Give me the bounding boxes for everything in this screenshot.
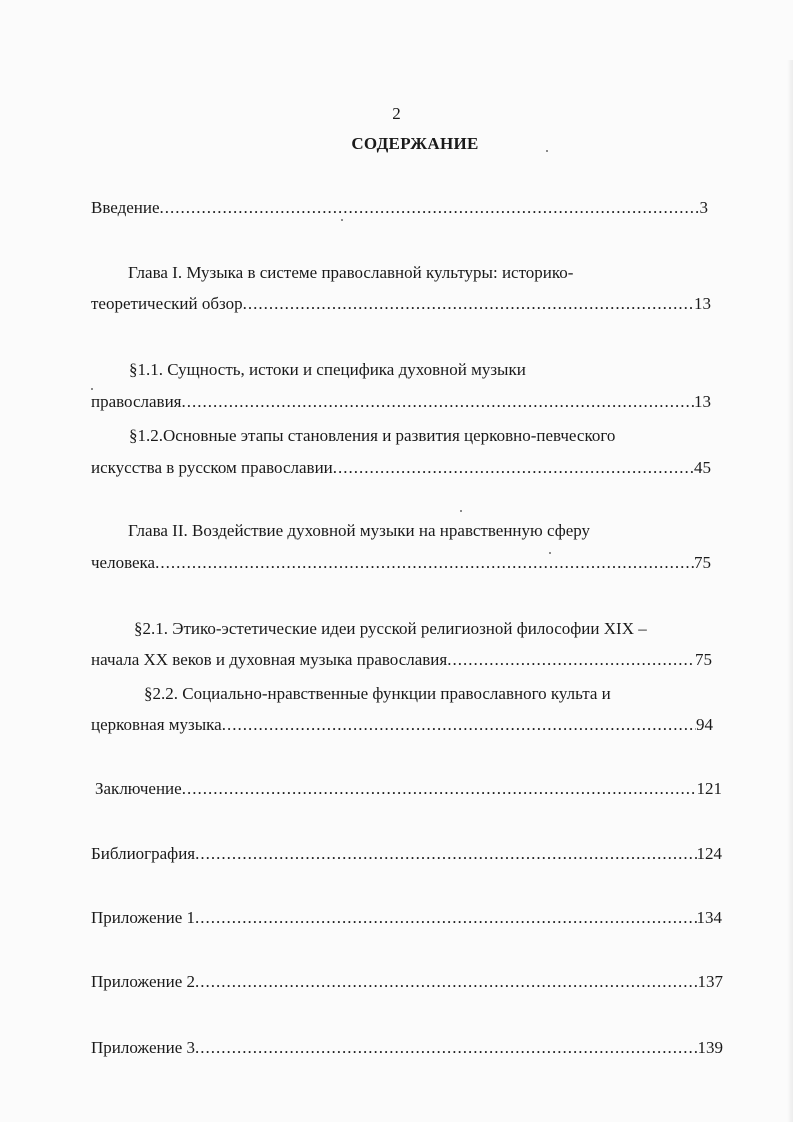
toc-entry-s1-1 (91, 391, 711, 413)
toc-leader-dots (243, 293, 694, 315)
toc-leader-dots (447, 649, 695, 671)
toc-page: 94 (696, 715, 713, 734)
toc-chapter2-line1: Глава II. Воздействие духовной музыки на нравственную сферу (128, 521, 591, 540)
toc-label: Заключение (95, 779, 182, 798)
toc-page: 75 (694, 553, 711, 572)
toc-entry-chapter1 (91, 293, 711, 315)
toc-label: Приложение 3 (91, 1038, 195, 1057)
toc-leader-dots (195, 843, 696, 865)
toc-entry-s1-2 (91, 457, 711, 479)
toc-label: искусства в русском православии (91, 458, 333, 477)
toc-leader-dots (155, 552, 694, 574)
toc-entry-conclusion (95, 778, 722, 800)
toc-leader-dots (182, 778, 697, 800)
toc-s2-2-line1: §2.2. Социально-нравственные функции православного культа и (144, 684, 611, 703)
scan-speck (460, 510, 462, 512)
toc-page: 137 (697, 972, 723, 991)
toc-leader-dots (160, 197, 700, 219)
toc-label: начала XX веков и духовная музыка православия (91, 650, 448, 669)
toc-leader-dots (195, 907, 697, 929)
toc-label: теоретический обзор (91, 294, 243, 313)
toc-label: православия (91, 392, 182, 411)
toc-s2-1-line1: §2.1. Этико-эстетические идеи русской религиозной философии XIX – (134, 619, 647, 638)
toc-entry-s2-2 (91, 714, 713, 736)
toc-label: Приложение 2 (91, 972, 195, 991)
scan-speck (91, 388, 93, 390)
toc-label: Приложение 1 (91, 908, 195, 927)
toc-page: 75 (695, 650, 712, 669)
toc-label: человека (91, 553, 156, 572)
toc-page: 124 (696, 844, 722, 863)
scan-edge-shadow (787, 60, 793, 1122)
toc-page: 121 (696, 779, 722, 798)
toc-leader-dots (195, 1037, 698, 1059)
page-title: СОДЕРЖАНИЕ (351, 134, 479, 153)
toc-leader-dots (222, 714, 696, 736)
toc-entry-appendix-2 (91, 971, 723, 993)
toc-page: 45 (694, 458, 711, 477)
toc-label: церковная музыка (91, 715, 222, 734)
toc-entry-s2-1 (91, 649, 712, 671)
toc-page: 13 (694, 392, 711, 411)
toc-chapter1-line1: Глава I. Музыка в системе православной культуры: историко- (128, 263, 574, 282)
scan-speck (549, 552, 551, 554)
toc-entry-chapter2 (91, 552, 711, 574)
toc-leader-dots (333, 457, 694, 479)
toc-s1-2-line1: §1.2.Основные этапы становления и развития церковно-певческого (129, 426, 616, 445)
toc-s1-1-line1: §1.1. Сущность, истоки и специфика духовной музыки (129, 360, 526, 379)
toc-label: Введение (91, 198, 160, 217)
toc-page: 139 (697, 1038, 723, 1057)
toc-leader-dots (195, 971, 698, 993)
toc-page: 3 (699, 198, 708, 217)
toc-page: 13 (694, 294, 711, 313)
toc-entry-intro (91, 197, 708, 219)
scan-speck (546, 150, 548, 152)
page-number: 2 (392, 104, 401, 123)
scan-speck (341, 219, 343, 221)
toc-page: 134 (696, 908, 722, 927)
toc-entry-appendix-1 (91, 907, 722, 929)
toc-entry-appendix-3 (91, 1037, 723, 1059)
toc-leader-dots (182, 391, 695, 413)
toc-entry-bibliography (91, 843, 722, 865)
toc-label: Библиография (91, 844, 196, 863)
